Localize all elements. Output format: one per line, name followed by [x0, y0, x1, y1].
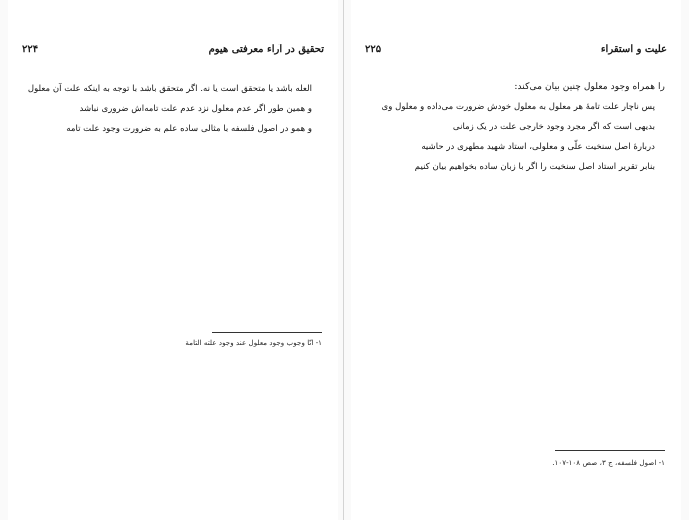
right-running-head	[365, 44, 667, 60]
right-footnotes	[367, 456, 665, 470]
left-page-number: ۲۲۴	[22, 44, 39, 55]
right-footnote-1: ۱- اصول فلسفه، ج ۳، صص ۱۰۸-۱۰۷.	[552, 458, 665, 467]
left-paragraph-3: و همو در اصول فلسفه با مثالی ساده علم به ضرورت وجود علت تامه	[66, 124, 312, 134]
page-gutter	[343, 0, 344, 520]
left-page	[8, 0, 338, 520]
right-footnote-rule	[555, 450, 665, 451]
left-footnotes	[24, 336, 322, 350]
left-running-title: تحقیق در آراء معرفتی هیوم	[208, 44, 324, 55]
left-body-text	[24, 80, 322, 140]
right-paragraph-1: را همراه وجود معلول چنین بیان می‌کند:	[514, 81, 665, 92]
left-paragraph-1: العله باشد یا متحقق است یا نه. اگر متحقق باشد با توجه به اینکه علت آن معلول	[27, 84, 312, 94]
left-paragraph-2: و همین طور اگر عدم معلول نزد عدم علت تامه‌اش ضروری نباشد	[79, 104, 312, 114]
left-footnote-1: ۱- انّا وجوب وجود معلول عند وجود علته التامة	[185, 338, 322, 347]
right-page	[351, 0, 681, 520]
right-running-title: علیت و استقراء	[600, 44, 667, 55]
right-paragraph-3: بدیهی است که اگر مجرد وجود خارجی علت در یک زمانی	[452, 122, 655, 132]
right-paragraph-4: دربارهٔ اصل سنخیت علّی و معلولی، استاد شهید مطهری در حاشیه	[421, 142, 655, 152]
right-page-number: ۲۲۵	[365, 44, 382, 55]
left-footnote-rule	[212, 332, 322, 333]
right-paragraph-5: بنابر تقریر استاد اصل سنخیت را اگر با زبان ساده بخواهیم بیان کنیم	[414, 162, 655, 172]
left-running-head	[22, 44, 324, 60]
right-paragraph-2: پس ناچار علت تامهٔ هر معلول به معلول خودش ضرورت می‌داده و معلول وی	[381, 102, 655, 112]
right-body-text	[367, 78, 665, 178]
